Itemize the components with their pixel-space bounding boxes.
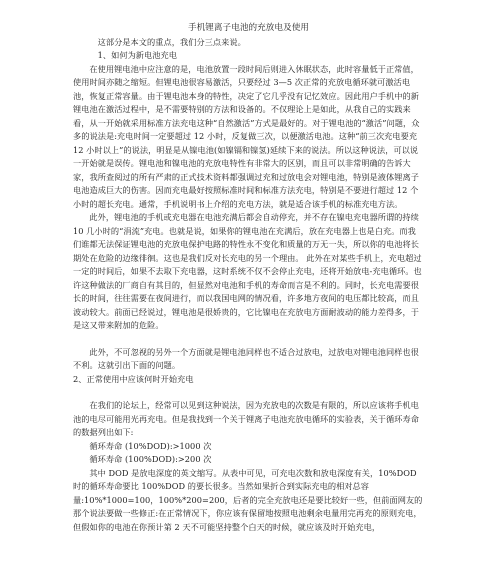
paragraph-spacer bbox=[73, 386, 424, 399]
paragraph-5: 其中 DOD 是放电深度的英文缩写。从表中可见，可充电次数和放电深度有关，10%DOD 时的循环寿命要比 100%DOD 的要长很多。当然如果折合到实际充电的相对总容量:10%*1000=100，100%*200=200，后者的完全充放电还是要比较好一些，但前面网友的那个说法要做一些修正:在正常情况下，你应该有保留地按照电池剩余电量用完再充的原则充电，但假如你的电池在你预计第 2 天不可能坚持整个白天的时候，就应该及时开始充电， bbox=[73, 467, 423, 532]
cycle-life-stat: 循环寿命 (100%DOD):>200 次 bbox=[89, 454, 212, 464]
paragraph-3: 此外，不可忽视的另外一个方面就是锂电池同样也不适合过放电，过放电对锂电池同样也很不利。这就引出下面的问题。 bbox=[73, 346, 419, 370]
paragraph-4: 在我们的论坛上，经常可以见到这种说法，因为充放电的次数是有限的，所以应该将手机电池的电尽可能用光再充电。但是我找到一个关于锂离子电池充放电循环的实验表，关于循环寿命的数据列出如下: bbox=[73, 400, 419, 437]
section-heading-1: 1、如何为新电池充电 bbox=[97, 50, 177, 60]
cycle-life-stat: 循环寿命 (10%DOD):>1000 次 bbox=[89, 440, 212, 451]
intro-text: 这部分是本文的重点，我们分三点来说。 bbox=[97, 36, 246, 47]
section-heading-2: 2、正常使用中应该何时开始充电 bbox=[73, 373, 194, 384]
paragraph-1: 在使用锂电池中应注意的是，电池放置一段时间后则进入休眠状态，此时容量低于正常值，使用时间亦随之缩短。但锂电池很容易激活，只要经过 3—5 次正常的充放电循环就可激活电池，恢复正常容量。由于锂电池本身的特性，决定了它几乎没有记忆效应。因此用户手机中的新锂电池在激活过程中，是不需要特别的方法和设备的。不仅理论上是如此，从我自己的实践来看，从一开始就采用标准方法充电这种“自然激活”方式是最好的。对于锂电池的“激活”问题，众多的说法是:充电时间一定要超过 12 小时，反复做三次，以便激活电池。这种“前三次充电要充 12 小时以上”的说法，明显是从镍电池(如镍镉和镍氢)延续下来的说法。所以这种说法，可以说一开始就是误传。锂电池和镍电池的充放电特性有非常大的区别，而且可以非常明确的告诉大家，我所查阅过的所有严肃的正式技术资料都强调过充和过放电会对锂电池，特别是液体锂离子电池造成巨大的伤害。因而充电最好按照标准时间和标准方法充电，特别是不要进行超过 12 个小时的超长充电。通常，手机说明书上介绍的充电方法，就是适合该手机的标准充电方法。 bbox=[73, 63, 420, 209]
paragraph-2: 此外，锂电池的手机或充电器在电池充满后都会自动停充，并不存在镍电充电器所谓的持续 10 几小时的“涓流”充电。也就是说，如果你的锂电池在充满后，放在充电器上也是白充。而我们谁都无法保证锂电池的充放电保护电路的特性永不变化和质量的万无一失，所以你的电池将长期处在危险的边缘徘徊。这也是我们反对长充电的另一个理由。 此外在对某些手机上，充电超过一定的时间后，如果不去取下充电器，这时系统不仅不会停止充电，还将开始放电-充电循环。也许这种做法的厂商自有其目的，但显然对电池和手机的寿命而言是不利的。同时，长充电需要很长的时间，往往需要在夜间进行，而以我国电网的情况看，许多地方夜间的电压都比较高，而且波动较大。前面已经说过，锂电池是很娇贵的，它比镍电在充放电方面耐波动的能力差得多，于是这又带来附加的危险。 bbox=[73, 212, 422, 330]
paragraph-spacer bbox=[73, 333, 424, 346]
document-title: 手机锂离子电池的充放电及使用 bbox=[187, 23, 309, 33]
